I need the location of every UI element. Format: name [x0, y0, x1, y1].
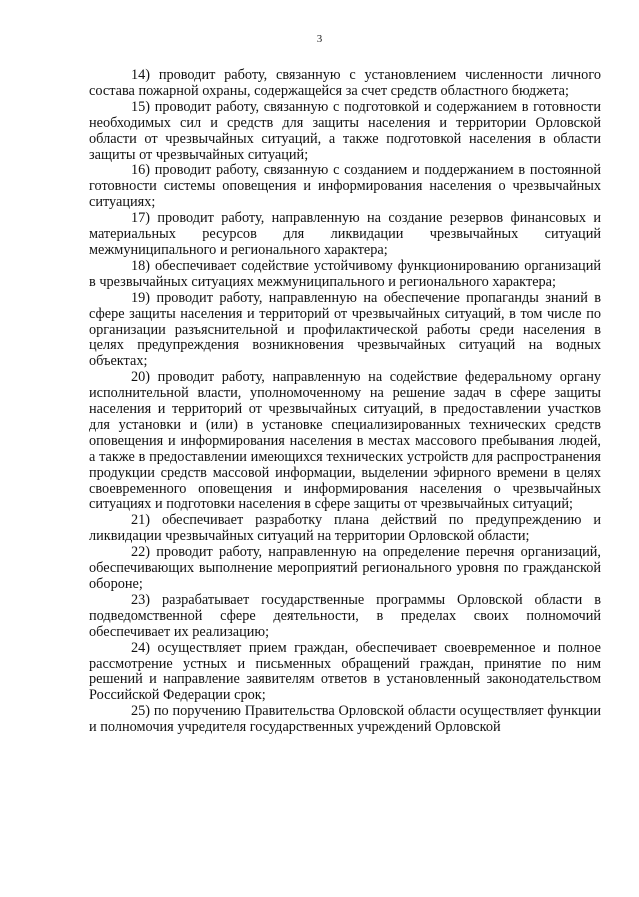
paragraph-16: 16) проводит работу, связанную с созданием и поддержанием в постоянной готовности системы оповещения и информирования населения о чрезвычайных ситуациях;: [89, 162, 601, 211]
paragraph-19: 19) проводит работу, направленную на обеспечение пропаганды знаний в сфере защиты населения и территорий от чрезвычайных ситуаций, в том числе по организации разъяснительной и профилактической работы среди населения в целях предупреждения возникновения чрезвычайных ситуаций на водных объектах;: [89, 289, 601, 370]
paragraph-25: 25) по поручению Правительства Орловской области осуществляет функции и полномочия учредителя государственных учреждений Орловской: [89, 703, 601, 736]
paragraph-23: 23) разрабатывает государственные программы Орловской области в подведомственной сфере деятельности, в пределах своих полномочий обеспечивает их реализацию;: [89, 591, 601, 640]
paragraph-14: 14) проводит работу, связанную с установлением численности личного состава пожарной охраны, содержащейся за счет средств областного бюджета;: [89, 67, 601, 99]
page-number: 3: [316, 33, 323, 45]
paragraph-24: 24) осуществляет прием граждан, обеспечивает своевременное и полное рассмотрение устных и письменных обращений граждан, принятие по ним решений и направление заявителям ответов в установленный законодательством Российской Федерации срок;: [89, 639, 601, 704]
paragraph-20: 20) проводит работу, направленную на содействие федеральному органу исполнительной власти, уполномоченному на решение задач в сфере защиты населения и территорий от чрезвычайных ситуаций, в предоставлении участков для установки и (или) в установке специализированных технических средств оповещения и информирования населения в местах массового пребывания людей, а также в предоставлении имеющихся технических устройств для распространения продукции средств массовой информации, выделении эфирного времени в целях своевременного оповещения и информирования населения о чрезвычайных ситуациях и подготовки населения в сфере защиты от чрезвычайных ситуаций;: [89, 369, 601, 513]
paragraph-15: 15) проводит работу, связанную с подготовкой и содержанием в готовности необходимых сил и средств для защиты населения и территории Орловской области от чрезвычайных ситуаций, а также подготовкой населения в области защиты от чрезвычайных ситуаций;: [89, 98, 601, 163]
document-body: [89, 68, 601, 736]
paragraph-17: 17) проводит работу, направленную на создание резервов финансовых и материальных ресурсов для ликвидации чрезвычайных ситуаций межмуниципального и регионального характера;: [89, 210, 601, 258]
paragraph-22: 22) проводит работу, направленную на определение перечня организаций, обеспечивающих выполнение мероприятий регионального уровня по гражданской обороне;: [89, 544, 601, 592]
paragraph-21: 21) обеспечивает разработку плана действий по предупреждению и ликвидации чрезвычайных ситуаций на территории Орловской области;: [89, 512, 601, 545]
paragraph-18: 18) обеспечивает содействие устойчивому функционированию организаций в чрезвычайных ситуациях межмуниципального и регионального характера;: [89, 257, 601, 290]
